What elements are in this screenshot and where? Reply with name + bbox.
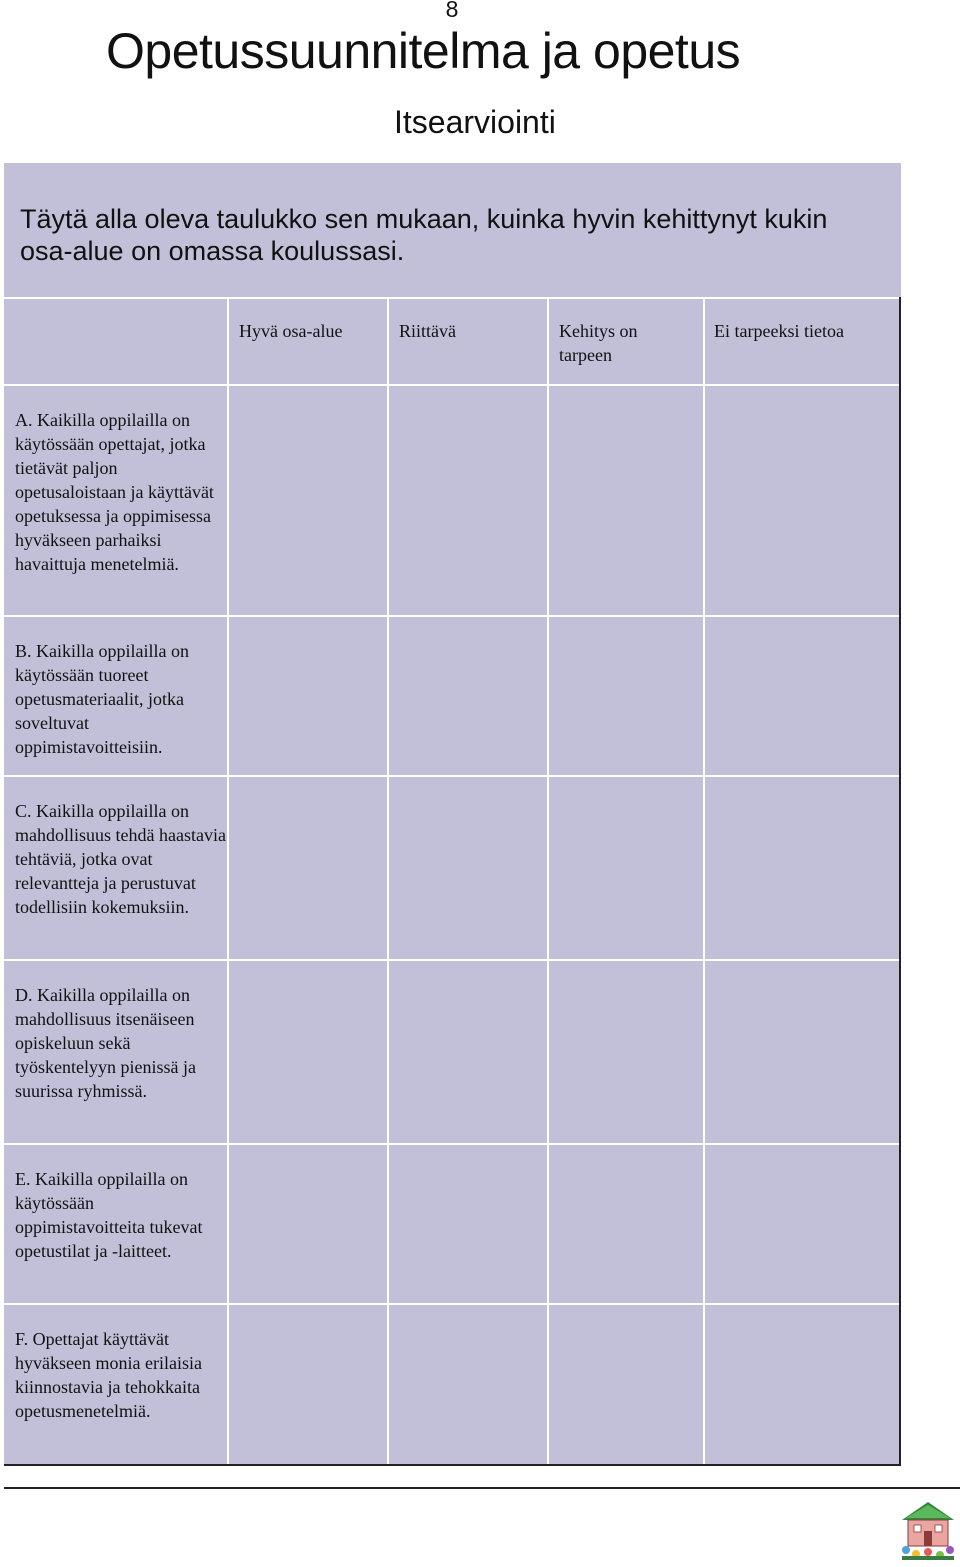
header-good-area: Hyvä osa-alue	[239, 321, 343, 341]
page-subtitle: Itsearviointi	[394, 104, 556, 140]
row-label-d: D. Kaikilla oppilailla on mahdollisuus itsenäiseen opiskeluun sekä työskentelyyn pienissä ja suurissa ryhmissä.	[15, 985, 196, 1101]
header-not-enough-info: Ei tarpeeksi tietoa	[714, 321, 844, 341]
page-number: 8	[445, 0, 459, 22]
self-assessment-table	[4, 297, 901, 1466]
row-divider	[4, 1143, 901, 1145]
row-divider	[4, 1303, 901, 1305]
row-label-e: E. Kaikilla oppilailla on käytössään oppimistavoitteita tukevat opetustilat ja -laitteet.	[15, 1169, 203, 1261]
school-house-logo-icon	[898, 1498, 958, 1564]
footer-divider	[4, 1487, 960, 1489]
header-sufficient: Riittävä	[399, 321, 456, 341]
row-divider	[4, 959, 901, 961]
instructions-panel	[4, 163, 901, 297]
table-edge-bottom	[4, 1464, 901, 1466]
header-needs-development: Kehitys on tarpeen	[559, 321, 638, 365]
column-divider	[227, 297, 229, 1466]
row-label-f: F. Opettajat käyttävät hyväkseen monia erilaisia kiinnostavia ja tehokkaita opetusmenetelmiä.	[15, 1329, 202, 1421]
row-label-a: A. Kaikilla oppilailla on käytössään opettajat, jotka tietävät paljon opetusaloistaan ja käyttävät opetuksessa ja oppimisessa hyväkseen parhaiksi havaittuja menetelmiä.	[15, 410, 214, 574]
instructions-text: Täytä alla oleva taulukko sen mukaan, kuinka hyvin kehittynyt kukin osa-alue on omassa koulussasi.	[20, 204, 828, 266]
column-divider	[703, 297, 705, 1466]
row-divider	[4, 615, 901, 617]
row-label-c: C. Kaikilla oppilailla on mahdollisuus tehdä haastavia tehtäviä, jotka ovat relevantteja ja perustuvat todellisiin kokemuksiin.	[15, 801, 226, 917]
row-divider	[4, 384, 901, 386]
column-divider	[547, 297, 549, 1466]
row-divider	[4, 297, 901, 299]
table-edge-right	[899, 297, 901, 1466]
page-title: Opetussuunnitelma ja opetus	[106, 23, 741, 79]
column-divider	[387, 297, 389, 1466]
row-divider	[4, 775, 901, 777]
row-label-b: B. Kaikilla oppilailla on käytössään tuoreet opetusmateriaalit, jotka soveltuvat oppimistavoitteisiin.	[15, 641, 189, 757]
